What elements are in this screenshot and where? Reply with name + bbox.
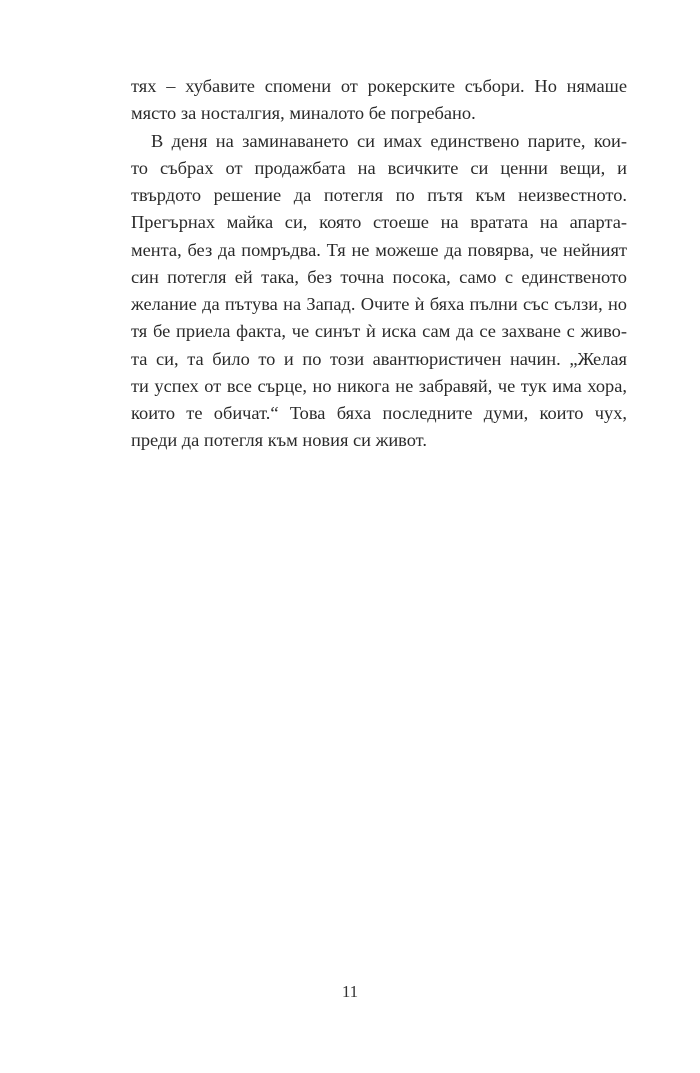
- paragraph-1: [131, 73, 627, 128]
- text-line: твърдото решение да потегля по пътя към неизвестното.: [131, 185, 627, 205]
- text-line: то събрах от продажбата на всичките си ценни вещи, и: [131, 157, 627, 178]
- text-line: които те обичат.“ Това бяха последните думи, които чух,: [131, 403, 627, 423]
- text-line: тя бе приела факта, че синът ѝ иска сам да се захване с живо-: [131, 321, 627, 342]
- text-line: Прегърнах майка си, която стоеше на вратата на апарта-: [131, 212, 627, 233]
- text-line: та си, та било то и по този авантюристичен начин. „Желая: [131, 348, 627, 369]
- page-number: 11: [341, 982, 359, 1001]
- body-text: [131, 73, 627, 455]
- text-line: В деня на заминаването си имах единствено парите, кои-: [151, 130, 627, 151]
- text-line: ти успех от все сърце, но никога не забравяй, че тук има хора,: [131, 375, 627, 396]
- text-line: желание да пътува на Запад. Очите ѝ бяха пълни със сълзи, но: [131, 294, 627, 314]
- text-line: мента, без да помръдва. Тя не можеше да повярва, че нейният: [131, 239, 627, 260]
- paragraph-2: [131, 128, 627, 455]
- text-line: син потегля ей така, без точна посока, само с единственото: [131, 266, 627, 287]
- text-line: място за носталгия, миналото бе погребано.: [131, 103, 476, 124]
- text-line: преди да потегля към новия си живот.: [131, 430, 427, 451]
- text-line: тях – хубавите спомени от рокерските събори. Но нямаше: [131, 76, 627, 96]
